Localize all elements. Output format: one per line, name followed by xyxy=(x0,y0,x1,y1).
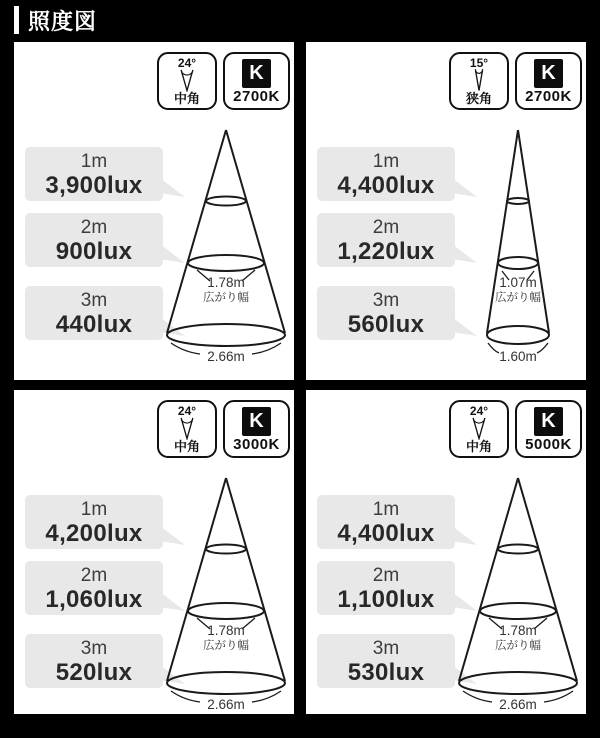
distance-label: 2m xyxy=(80,216,108,238)
lux-callout-1m xyxy=(317,495,455,549)
distance-label: 3m xyxy=(372,637,400,659)
page-header xyxy=(14,5,97,35)
spread-width-value: 1.07m xyxy=(499,275,537,290)
lux-callout-2m xyxy=(25,561,163,615)
color-temp-value: 2700K xyxy=(525,88,572,105)
light-cone-diagram xyxy=(144,122,296,366)
beam-angle-label: 狭角 xyxy=(465,91,492,106)
beam-angle-badge xyxy=(449,400,509,458)
beam-angle-badge xyxy=(157,52,217,110)
spec-badges xyxy=(449,400,582,458)
title-accent-bar xyxy=(14,6,19,34)
spread-width-value: 1.78m xyxy=(207,623,245,638)
lux-value: 1,220lux xyxy=(337,237,435,265)
color-temp-badge xyxy=(223,400,290,458)
kelvin-icon: K xyxy=(534,407,563,436)
spread-width-value: 1.78m xyxy=(499,623,537,638)
lux-callout-1m xyxy=(25,495,163,549)
lux-value: 900lux xyxy=(55,237,133,265)
beam-cone-icon xyxy=(464,415,494,440)
spec-badges xyxy=(157,400,290,458)
distance-label: 2m xyxy=(80,564,108,586)
base-width-value: 2.66m xyxy=(499,697,537,712)
distance-label: 2m xyxy=(372,564,400,586)
lux-value: 530lux xyxy=(347,658,425,686)
distance-label: 3m xyxy=(80,289,108,311)
beam-angle-value: 24° xyxy=(177,404,197,418)
kelvin-icon: K xyxy=(534,59,563,88)
kelvin-icon: K xyxy=(242,59,271,88)
base-width-value: 2.66m xyxy=(207,697,245,712)
distance-label: 3m xyxy=(80,637,108,659)
lux-value: 3,900lux xyxy=(45,171,143,199)
beam-angle-badge xyxy=(449,52,509,110)
lux-value: 560lux xyxy=(347,310,425,338)
color-temp-badge xyxy=(515,400,582,458)
lux-callout-3m xyxy=(25,634,163,688)
beam-cone-icon xyxy=(464,67,494,92)
illuminance-panel-2700k-narrow xyxy=(306,42,586,380)
lux-callout-2m xyxy=(317,561,455,615)
beam-angle-label: 中角 xyxy=(173,439,200,454)
color-temp-value: 2700K xyxy=(233,88,280,105)
lux-callout-2m xyxy=(25,213,163,267)
spread-width-label: 広がり幅 xyxy=(495,292,541,304)
lux-callout-2m xyxy=(317,213,455,267)
lux-callout-3m xyxy=(317,286,455,340)
distance-label: 1m xyxy=(372,498,400,520)
beam-angle-value: 24° xyxy=(177,56,197,70)
distance-label: 2m xyxy=(372,216,400,238)
beam-angle-badge xyxy=(157,400,217,458)
lux-value: 440lux xyxy=(55,310,133,338)
illuminance-panel-3000k-medium xyxy=(14,390,294,714)
base-width-value: 1.60m xyxy=(499,349,537,364)
distance-label: 1m xyxy=(80,498,108,520)
spread-width-label: 広がり幅 xyxy=(495,640,541,652)
color-temp-value: 5000K xyxy=(525,436,572,453)
spread-width-label: 広がり幅 xyxy=(203,292,249,304)
base-width-value: 2.66m xyxy=(207,349,245,364)
color-temp-badge xyxy=(223,52,290,110)
color-temp-badge xyxy=(515,52,582,110)
light-cone-diagram xyxy=(144,470,296,714)
spread-width-label: 広がり幅 xyxy=(203,640,249,652)
lux-callout-3m xyxy=(317,634,455,688)
lux-value: 4,400lux xyxy=(337,171,435,199)
distance-label: 3m xyxy=(372,289,400,311)
lux-callout-1m xyxy=(25,147,163,201)
light-cone-diagram xyxy=(436,122,588,366)
lux-value: 1,060lux xyxy=(45,585,143,613)
beam-cone-icon xyxy=(172,415,202,440)
distance-label: 1m xyxy=(372,150,400,172)
page-title: 照度図 xyxy=(28,8,98,34)
kelvin-icon: K xyxy=(242,407,271,436)
illuminance-panel-2700k-medium xyxy=(14,42,294,380)
color-temp-value: 3000K xyxy=(233,436,280,453)
lux-callout-3m xyxy=(25,286,163,340)
lux-value: 1,100lux xyxy=(337,585,435,613)
beam-angle-label: 中角 xyxy=(173,91,200,106)
lux-value: 4,200lux xyxy=(45,519,143,547)
lux-value: 520lux xyxy=(55,658,133,686)
lux-value: 4,400lux xyxy=(337,519,435,547)
spread-width-value: 1.78m xyxy=(207,275,245,290)
spec-badges xyxy=(157,52,290,110)
illuminance-panel-5000k-medium xyxy=(306,390,586,714)
spec-badges xyxy=(449,52,582,110)
distance-label: 1m xyxy=(80,150,108,172)
light-cone-diagram xyxy=(436,470,588,714)
beam-angle-value: 15° xyxy=(469,56,489,70)
beam-angle-label: 中角 xyxy=(465,439,492,454)
lux-callout-1m xyxy=(317,147,455,201)
beam-cone-icon xyxy=(172,67,202,92)
beam-angle-value: 24° xyxy=(469,404,489,418)
